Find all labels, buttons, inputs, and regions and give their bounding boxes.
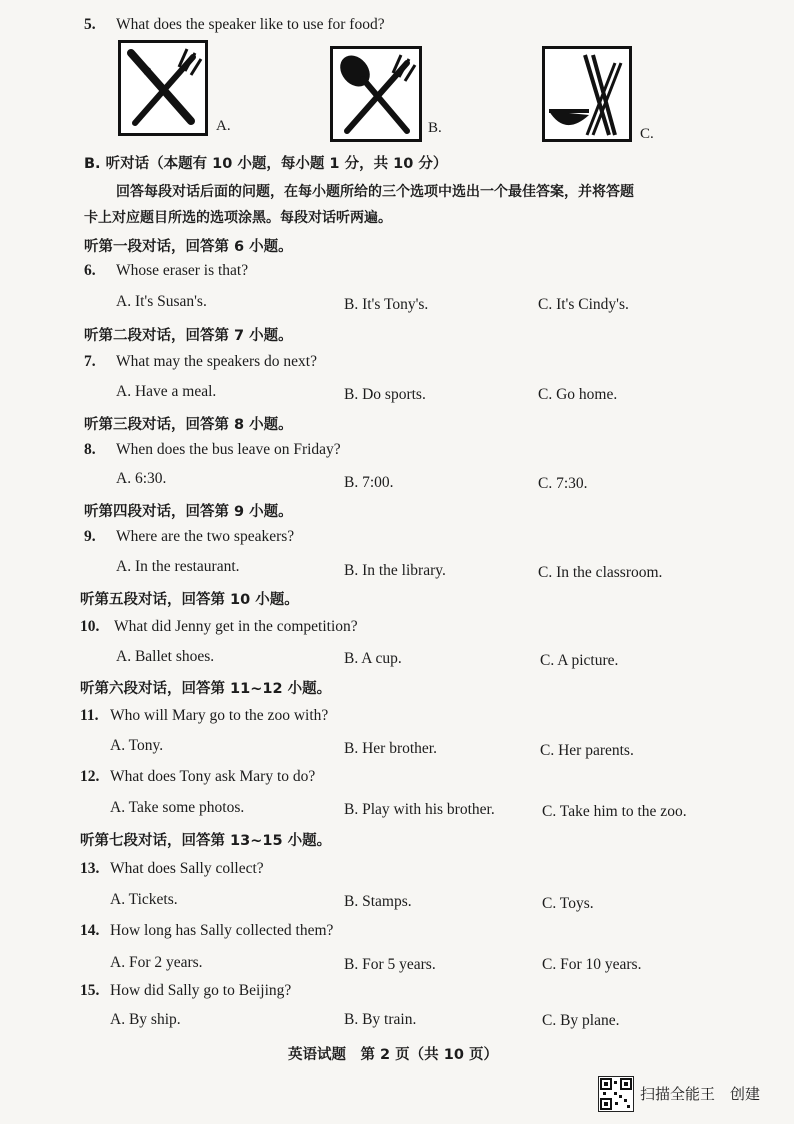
spoon-and-fork-icon xyxy=(330,46,422,142)
q8-option-c: C. 7:30. xyxy=(538,475,588,492)
q10-number: 10. xyxy=(80,618,100,635)
q13-option-c: C. Toys. xyxy=(542,895,594,912)
q15-option-b: B. By train. xyxy=(344,1011,417,1028)
q8-number: 8. xyxy=(84,441,96,458)
dialogue-header-4: 听第四段对话，回答第 9 小题。 xyxy=(84,504,293,520)
q11-text: Who will Mary go to the zoo with? xyxy=(110,707,329,724)
qr-code-icon xyxy=(598,1076,634,1112)
dialogue-header-6: 听第六段对话，回答第 11~12 小题。 xyxy=(80,681,332,697)
q5-option-a: A. xyxy=(216,118,231,134)
q6-number: 6. xyxy=(84,262,96,279)
scanner-watermark: 扫描全能王 创建 xyxy=(640,1085,761,1103)
q6-option-b: B. It's Tony's. xyxy=(344,296,429,313)
q13-number: 13. xyxy=(80,860,100,877)
q11-number: 11. xyxy=(80,707,99,724)
q5-option-b: B. xyxy=(428,120,442,136)
bowl-and-chopsticks-icon xyxy=(542,46,632,142)
dialogue-header-5: 听第五段对话，回答第 10 小题。 xyxy=(80,592,299,608)
q15-number: 15. xyxy=(80,982,100,999)
q14-number: 14. xyxy=(80,922,100,939)
section-b-title: B. 听对话（本题有 10 小题，每小题 1 分，共 10 分） xyxy=(84,156,448,172)
q6-option-a: A. It's Susan's. xyxy=(116,293,207,310)
q11-option-a: A. Tony. xyxy=(110,737,164,754)
knife-and-fork-icon xyxy=(118,40,208,136)
q12-text: What does Tony ask Mary to do? xyxy=(110,768,316,785)
q6-text: Whose eraser is that? xyxy=(116,262,249,279)
q15-option-c: C. By plane. xyxy=(542,1012,620,1029)
q7-text: What may the speakers do next? xyxy=(116,353,317,370)
q10-option-b: B. A cup. xyxy=(344,650,402,667)
q7-number: 7. xyxy=(84,353,96,370)
q11-option-c: C. Her parents. xyxy=(540,742,634,759)
dialogue-header-1: 听第一段对话，回答第 6 小题。 xyxy=(84,239,293,255)
q12-option-b: B. Play with his brother. xyxy=(344,801,495,818)
dialogue-header-7: 听第七段对话，回答第 13~15 小题。 xyxy=(80,833,332,849)
q14-option-b: B. For 5 years. xyxy=(344,956,436,973)
q14-option-c: C. For 10 years. xyxy=(542,956,642,973)
q13-text: What does Sally collect? xyxy=(110,860,264,877)
q9-number: 9. xyxy=(84,528,96,545)
q12-option-c: C. Take him to the zoo. xyxy=(542,803,687,820)
q9-text: Where are the two speakers? xyxy=(116,528,295,545)
q7-option-b: B. Do sports. xyxy=(344,386,426,403)
q15-text: How did Sally go to Beijing? xyxy=(110,982,292,999)
q5-text: What does the speaker like to use for food? xyxy=(116,16,385,33)
q7-option-c: C. Go home. xyxy=(538,386,618,403)
q10-option-a: A. Ballet shoes. xyxy=(116,648,215,665)
q9-option-c: C. In the classroom. xyxy=(538,564,663,581)
q15-option-a: A. By ship. xyxy=(110,1011,181,1028)
dialogue-header-2: 听第二段对话，回答第 7 小题。 xyxy=(84,328,293,344)
q14-option-a: A. For 2 years. xyxy=(110,954,203,971)
q12-number: 12. xyxy=(80,768,100,785)
q11-option-b: B. Her brother. xyxy=(344,740,437,757)
q9-option-b: B. In the library. xyxy=(344,562,446,579)
q5-option-c: C. xyxy=(640,126,654,142)
q12-option-a: A. Take some photos. xyxy=(110,799,245,816)
q13-option-b: B. Stamps. xyxy=(344,893,412,910)
q13-option-a: A. Tickets. xyxy=(110,891,178,908)
dialogue-header-3: 听第三段对话，回答第 8 小题。 xyxy=(84,417,293,433)
q8-option-a: A. 6:30. xyxy=(116,470,167,487)
q14-text: How long has Sally collected them? xyxy=(110,922,334,939)
q10-option-c: C. A picture. xyxy=(540,652,619,669)
q7-option-a: A. Have a meal. xyxy=(116,383,217,400)
q5-number: 5. xyxy=(84,16,96,33)
section-b-instructions-2: 卡上对应题目所选的选项涂黑。每段对话听两遍。 xyxy=(84,210,392,226)
q8-option-b: B. 7:00. xyxy=(344,474,394,491)
section-b-instructions-1: 回答每段对话后面的问题，在每小题所给的三个选项中选出一个最佳答案，并将答题 xyxy=(116,184,634,200)
page-footer: 英语试题 第 2 页（共 10 页） xyxy=(288,1047,498,1063)
q9-option-a: A. In the restaurant. xyxy=(116,558,240,575)
q6-option-c: C. It's Cindy's. xyxy=(538,296,629,313)
q10-text: What did Jenny get in the competition? xyxy=(114,618,358,635)
q8-text: When does the bus leave on Friday? xyxy=(116,441,341,458)
